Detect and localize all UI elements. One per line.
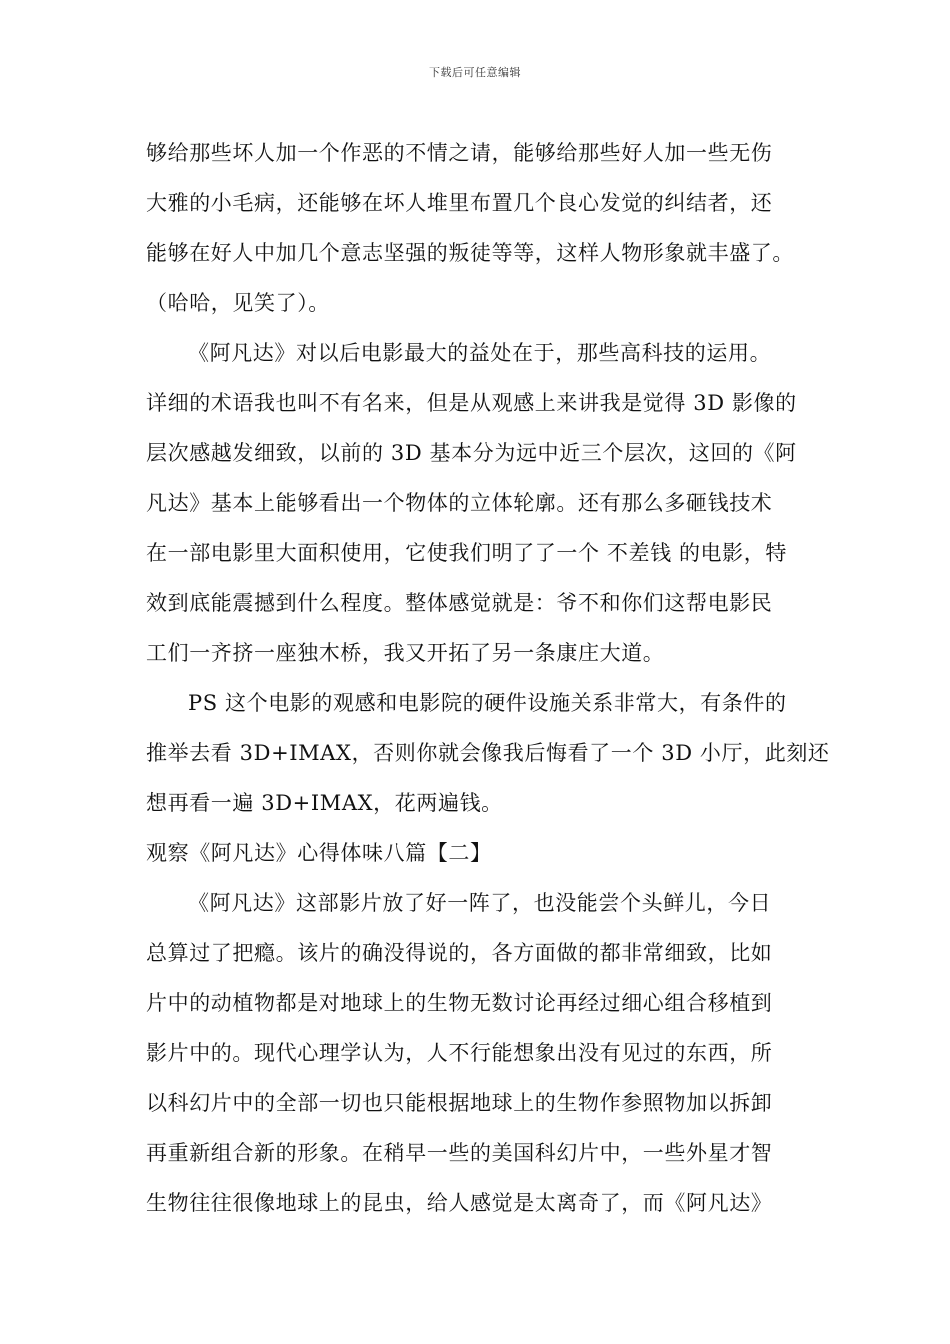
text-line: 工们一齐挤一座独木桥，我又开拓了另一条康庄大道。 bbox=[146, 641, 665, 665]
paragraph-start-line: 《阿凡达》这部影片放了好一阵了，也没能尝个头鲜儿，今日 bbox=[188, 891, 772, 915]
text-line: 想再看一遍 3D+IMAX，花两遍钱。 bbox=[146, 791, 503, 815]
text-line: 够给那些坏人加一个作恶的不情之请，能够给那些好人加一些无伤 bbox=[146, 141, 773, 165]
section-heading: 观察《阿凡达》心得体味八篇【二】 bbox=[146, 841, 492, 865]
text-line: 生物往往很像地球上的昆虫，给人感觉是太离奇了，而《阿凡达》 bbox=[146, 1191, 773, 1215]
text-line: 推举去看 3D+IMAX，否则你就会像我后悔看了一个 3D 小厅，此刻还 bbox=[146, 741, 830, 765]
text-line: 片中的动植物都是对地球上的生物无数讨论再经过细心组合移植到 bbox=[146, 991, 773, 1015]
text-line: 层次感越发细致，以前的 3D 基本分为远中近三个层次，这回的《阿 bbox=[146, 441, 797, 465]
text-line: 总算过了把瘾。该片的确没得说的，各方面做的都非常细致，比如 bbox=[146, 941, 773, 965]
text-line: 以科幻片中的全部一切也只能根据地球上的生物作参照物加以拆卸 bbox=[146, 1091, 773, 1115]
document-body bbox=[146, 128, 830, 1228]
text-line: 大雅的小毛病，还能够在坏人堆里布置几个良心发觉的纠结者，还 bbox=[146, 191, 773, 215]
text-line: 在一部电影里大面积使用，它使我们明了了一个 不差钱 的电影，特 bbox=[146, 541, 787, 565]
paragraph-start-line: 《阿凡达》对以后电影最大的益处在于，那些高科技的运用。 bbox=[188, 341, 772, 365]
text-line: 凡达》基本上能够看出一个物体的立体轮廓。还有那么多砸钱技术 bbox=[146, 491, 773, 515]
text-line: 能够在好人中加几个意志坚强的叛徒等等，这样人物形象就丰盛了。 bbox=[146, 241, 794, 265]
text-line: 影片中的。现代心理学认为，人不行能想象出没有见过的东西，所 bbox=[146, 1041, 773, 1065]
text-line: （哈哈，见笑了）。 bbox=[146, 291, 330, 315]
text-line: 再重新组合新的形象。在稍早一些的美国科幻片中，一些外星才智 bbox=[146, 1141, 773, 1165]
text-line: 效到底能震撼到什么程度。整体感觉就是：爷不和你们这帮电影民 bbox=[146, 591, 773, 615]
page-header: 下载后可任意编辑 bbox=[429, 66, 521, 79]
paragraph-start-line: PS 这个电影的观感和电影院的硬件设施关系非常大，有条件的 bbox=[188, 691, 787, 715]
text-line: 详细的术语我也叫不有名来，但是从观感上来讲我是觉得 3D 影像的 bbox=[146, 391, 797, 415]
